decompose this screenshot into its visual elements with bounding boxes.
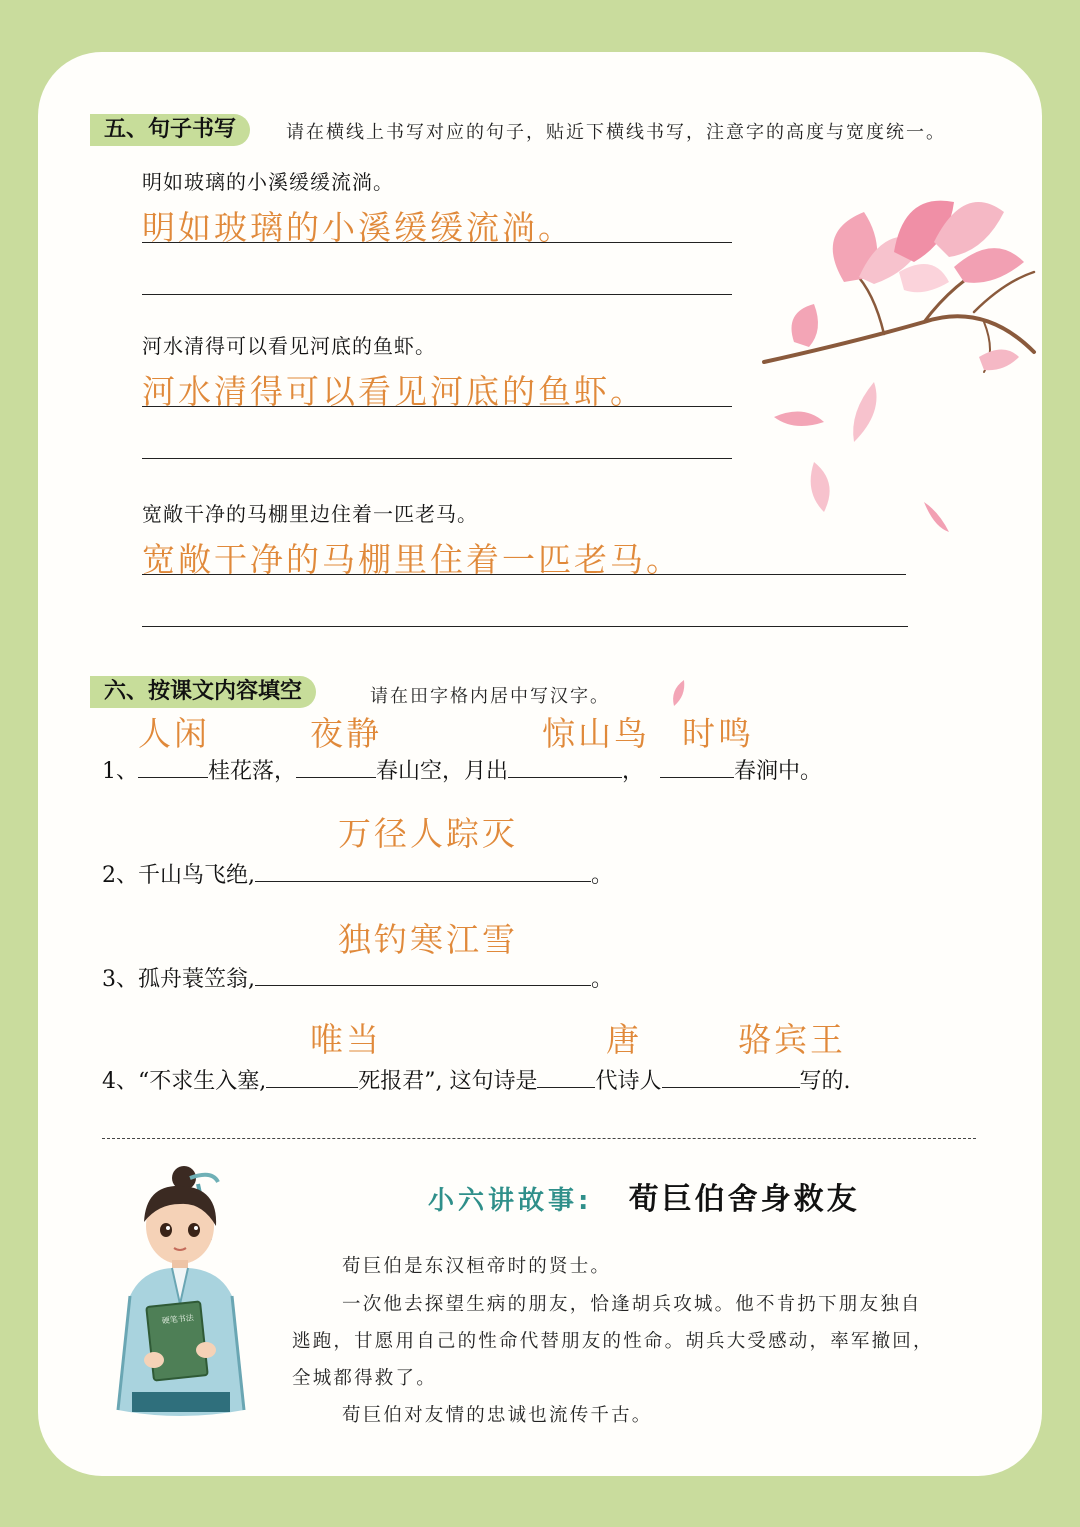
writing-line: [142, 242, 732, 243]
q4-answer-3: 骆宾王: [738, 1020, 846, 1059]
sentence-answer-1: 明如玻璃的小溪缓缓流淌。: [142, 208, 574, 247]
book-label: 硬笔书法: [161, 1313, 195, 1326]
worksheet-page: [38, 52, 1042, 1476]
petal-icon: [924, 502, 949, 532]
q1-answer-2: 夜静: [310, 714, 382, 753]
question-text: “不求生入塞,: [138, 1069, 267, 1094]
fill-question-3: [102, 962, 613, 993]
q4-answer-2: 唐: [606, 1020, 642, 1059]
story-heading: [428, 1174, 860, 1218]
sentence-prompt-2: 河水清得可以看见河底的鱼虾。: [142, 334, 436, 358]
fill-question-2: [102, 858, 613, 889]
blank: [662, 1065, 800, 1088]
story-paragraph: 荀巨伯对友情的忠诚也流传千古。: [342, 1405, 653, 1426]
writing-line: [142, 406, 732, 407]
petal-icon: [774, 412, 824, 426]
writing-line: [142, 458, 732, 459]
story-title: 荀巨伯舍身救友: [628, 1182, 860, 1217]
question-text: 春山空，月出: [376, 759, 509, 784]
q2-answer: 万径人踪灭: [338, 814, 518, 853]
story-paragraph: 荀巨伯是东汉桓帝时的贤士。: [342, 1256, 612, 1277]
question-number: 2、: [102, 863, 138, 888]
blank: [660, 755, 734, 778]
petal-icon: [666, 676, 690, 710]
petal-icon: [811, 462, 830, 512]
q1-answer-1: 人闲: [138, 714, 210, 753]
question-text: 。: [591, 967, 614, 992]
section6-instruction: 请在田字格内居中写汉字。: [370, 686, 610, 707]
magnolia-branch-icon: [734, 172, 1042, 602]
blank: [508, 755, 622, 778]
petal-icon: [853, 382, 876, 442]
sentence-prompt-1: 明如玻璃的小溪缓缓流淌。: [142, 170, 394, 194]
question-text: 千山鸟飞绝,: [138, 863, 255, 888]
question-text: 写的.: [799, 1069, 851, 1094]
section5-instruction: 请在横线上书写对应的句子，贴近下横线书写，注意字的高度与宽度统一。: [286, 122, 946, 143]
section5-title: 五、句子书写: [90, 114, 250, 146]
question-number: 1、: [102, 759, 138, 784]
question-text: 春涧中。: [734, 759, 823, 784]
question-text: 。: [591, 863, 614, 888]
question-text: 桂花落，: [208, 759, 297, 784]
question-text: 代诗人: [595, 1069, 662, 1094]
boy-reading-icon: [102, 1164, 260, 1426]
blank: [255, 963, 591, 986]
section-divider: [102, 1138, 976, 1139]
q3-answer: 独钓寒江雪: [338, 920, 518, 959]
blank: [537, 1065, 595, 1088]
question-number: 3、: [102, 967, 138, 992]
question-text: ，: [622, 759, 645, 784]
q1-answer-4: 时鸣: [682, 714, 754, 753]
blank: [266, 1065, 358, 1088]
section6-title: 六、按课文内容填空: [90, 676, 316, 708]
question-text: 孤舟蓑笠翁,: [138, 967, 255, 992]
writing-line: [142, 294, 732, 295]
story-paragraph: 一次他去探望生病的朋友，恰逢胡兵攻城。他不肯扔下朋友独自: [342, 1294, 922, 1315]
writing-line: [142, 626, 908, 627]
q4-answer-1: 唯当: [310, 1020, 382, 1059]
story-paragraph: 逃跑，甘愿用自己的性命代替朋友的性命。胡兵大受感动，率军撤回，: [292, 1331, 934, 1352]
question-text: 死报君”, 这句诗是: [358, 1069, 538, 1094]
sentence-answer-3: 宽敞干净的马棚里住着一匹老马。: [142, 540, 682, 579]
sentence-answer-2: 河水清得可以看见河底的鱼虾。: [142, 372, 646, 411]
blank: [296, 755, 376, 778]
q1-answer-3: 惊山鸟: [542, 714, 650, 753]
question-number: 4、: [102, 1069, 138, 1094]
blank: [138, 755, 208, 778]
blank: [255, 859, 591, 882]
fill-question-1: [102, 754, 822, 785]
sentence-prompt-3: 宽敞干净的马棚里边住着一匹老马。: [142, 502, 478, 526]
fill-question-4: [102, 1064, 851, 1095]
story-paragraph: 全城都得救了。: [292, 1368, 437, 1389]
story-label: 小六讲故事:: [428, 1186, 593, 1216]
